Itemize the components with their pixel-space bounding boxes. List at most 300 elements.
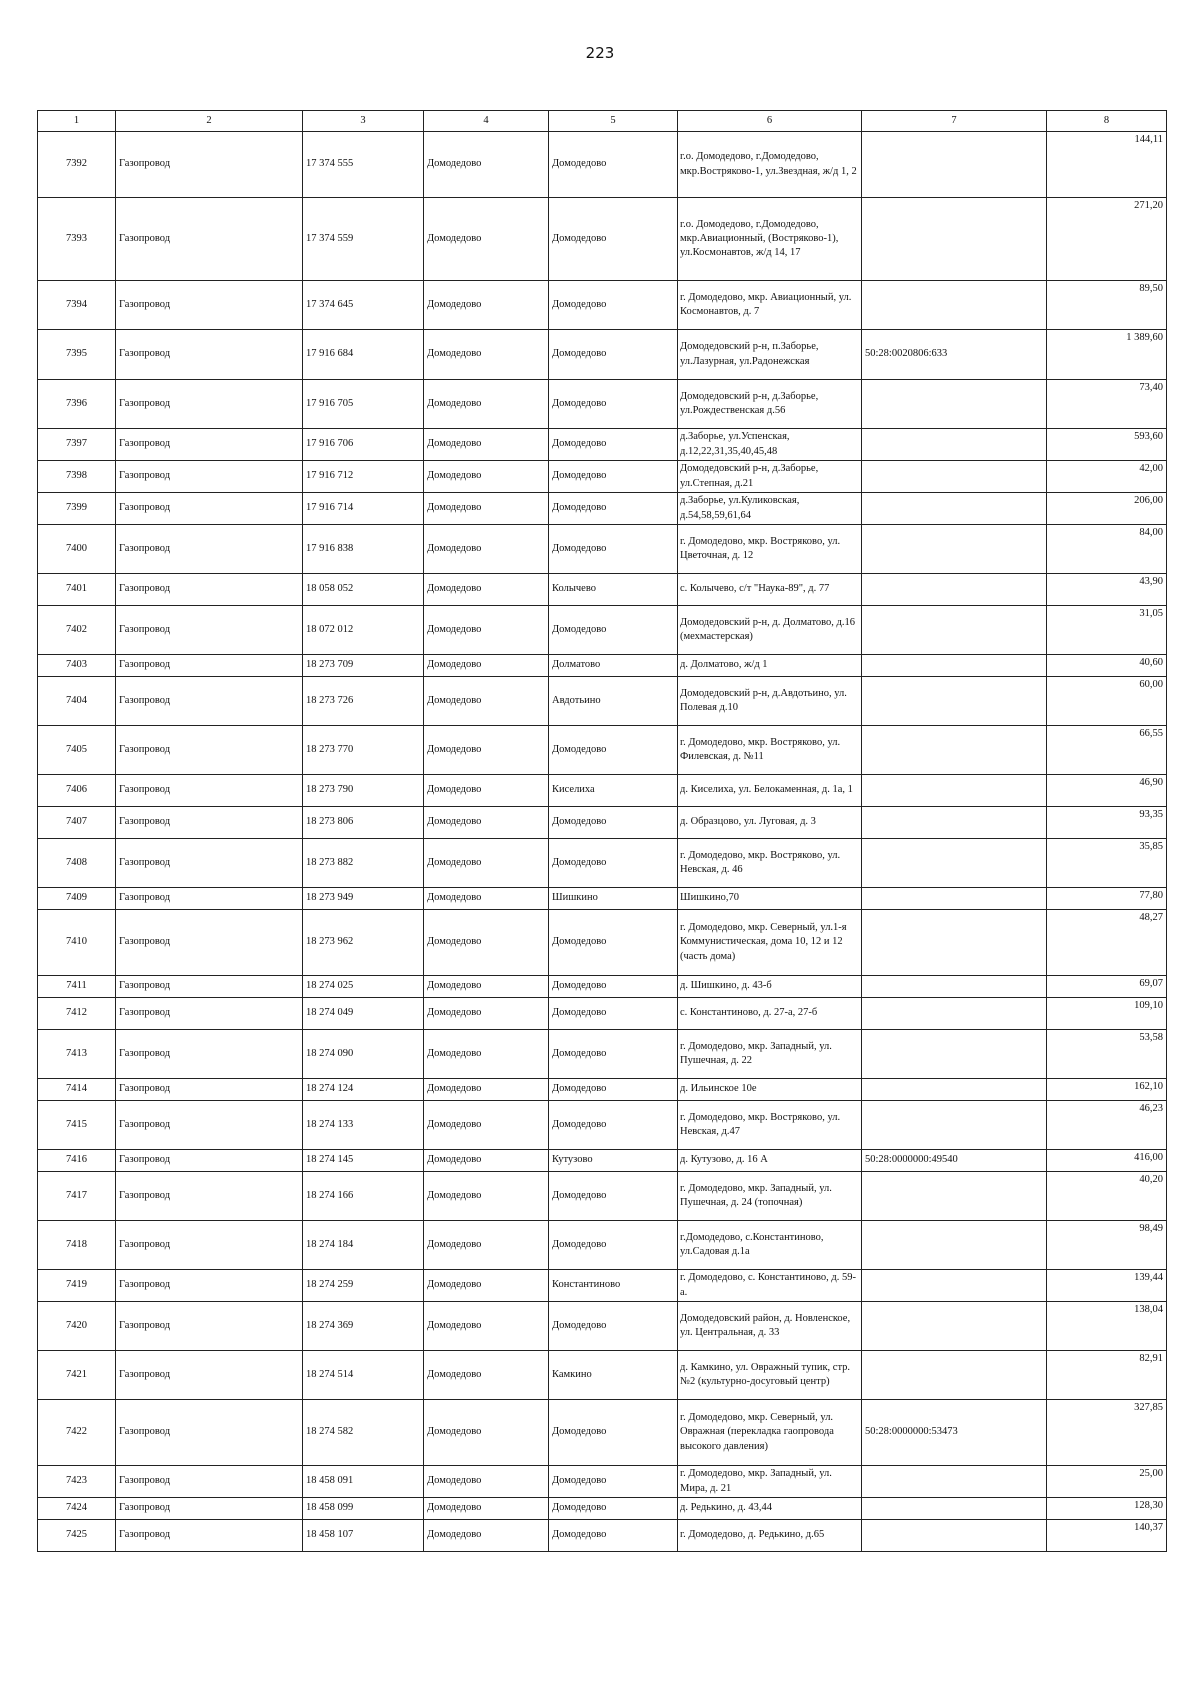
code-cell: 17 916 838 — [303, 525, 424, 574]
object-name-cell: Газопровод — [116, 1150, 303, 1172]
length-cell: 327,85 — [1047, 1400, 1167, 1466]
cadastre-cell — [862, 1270, 1047, 1302]
code-cell: 18 273 709 — [303, 655, 424, 677]
code-cell: 17 374 555 — [303, 132, 424, 198]
object-name-cell: Газопровод — [116, 888, 303, 910]
district-cell: Домодедово — [424, 132, 549, 198]
row-number-cell: 7395 — [38, 330, 116, 380]
registry-table — [37, 110, 1167, 1552]
code-cell: 18 274 090 — [303, 1030, 424, 1079]
table-row — [38, 1498, 1167, 1520]
code-cell: 18 072 012 — [303, 606, 424, 655]
table-row — [38, 677, 1167, 726]
code-cell: 18 274 025 — [303, 976, 424, 998]
code-cell: 18 274 133 — [303, 1101, 424, 1150]
object-name-cell: Газопровод — [116, 1302, 303, 1351]
length-cell: 35,85 — [1047, 839, 1167, 888]
object-name-cell: Газопровод — [116, 1400, 303, 1466]
row-number-cell: 7407 — [38, 807, 116, 839]
table-row — [38, 976, 1167, 998]
object-name-cell: Газопровод — [116, 1498, 303, 1520]
object-name-cell: Газопровод — [116, 198, 303, 281]
object-name-cell: Газопровод — [116, 281, 303, 330]
cadastre-cell — [862, 1030, 1047, 1079]
length-cell: 128,30 — [1047, 1498, 1167, 1520]
row-number-cell: 7415 — [38, 1101, 116, 1150]
cadastre-cell — [862, 655, 1047, 677]
cadastre-cell — [862, 1302, 1047, 1351]
row-number-cell: 7420 — [38, 1302, 116, 1351]
table-row — [38, 1520, 1167, 1552]
table-row — [38, 461, 1167, 493]
district-cell: Домодедово — [424, 1150, 549, 1172]
cadastre-cell — [862, 910, 1047, 976]
row-number-cell: 7396 — [38, 380, 116, 429]
column-header: 3 — [303, 111, 424, 132]
length-cell: 48,27 — [1047, 910, 1167, 976]
cadastre-cell — [862, 1520, 1047, 1552]
cadastre-cell: 50:28:0020806:633 — [862, 330, 1047, 380]
code-cell: 18 273 790 — [303, 775, 424, 807]
length-cell: 82,91 — [1047, 1351, 1167, 1400]
locality-cell: Домодедово — [549, 1101, 678, 1150]
table-row — [38, 380, 1167, 429]
cadastre-cell — [862, 198, 1047, 281]
length-cell: 139,44 — [1047, 1270, 1167, 1302]
locality-cell: Домодедово — [549, 1520, 678, 1552]
cadastre-cell — [862, 677, 1047, 726]
cadastre-cell — [862, 775, 1047, 807]
cadastre-cell — [862, 1221, 1047, 1270]
locality-cell: Камкино — [549, 1351, 678, 1400]
address-cell: г. Домодедово, мкр. Северный, ул.1-я Коммунистическая, дома 10, 12 и 12 (часть дома) — [678, 910, 862, 976]
cadastre-cell — [862, 606, 1047, 655]
object-name-cell: Газопровод — [116, 606, 303, 655]
cadastre-cell — [862, 574, 1047, 606]
column-header: 7 — [862, 111, 1047, 132]
address-cell: д. Образцово, ул. Луговая, д. 3 — [678, 807, 862, 839]
district-cell: Домодедово — [424, 330, 549, 380]
row-number-cell: 7408 — [38, 839, 116, 888]
row-number-cell: 7402 — [38, 606, 116, 655]
locality-cell: Константиново — [549, 1270, 678, 1302]
locality-cell: Домодедово — [549, 330, 678, 380]
district-cell: Домодедово — [424, 606, 549, 655]
length-cell: 271,20 — [1047, 198, 1167, 281]
row-number-cell: 7405 — [38, 726, 116, 775]
district-cell: Домодедово — [424, 574, 549, 606]
district-cell: Домодедово — [424, 910, 549, 976]
object-name-cell: Газопровод — [116, 726, 303, 775]
row-number-cell: 7401 — [38, 574, 116, 606]
object-name-cell: Газопровод — [116, 910, 303, 976]
row-number-cell: 7404 — [38, 677, 116, 726]
length-cell: 162,10 — [1047, 1079, 1167, 1101]
district-cell: Домодедово — [424, 888, 549, 910]
length-cell: 89,50 — [1047, 281, 1167, 330]
object-name-cell: Газопровод — [116, 493, 303, 525]
column-header: 6 — [678, 111, 862, 132]
district-cell: Домодедово — [424, 461, 549, 493]
address-cell: г.о. Домодедово, г.Домодедово, мкр.Востряково-1, ул.Звездная, ж/д 1, 2 — [678, 132, 862, 198]
cadastre-cell — [862, 1079, 1047, 1101]
row-number-cell: 7409 — [38, 888, 116, 910]
address-cell: д.Заборье, ул.Куликовская, д.54,58,59,61,64 — [678, 493, 862, 525]
object-name-cell: Газопровод — [116, 1101, 303, 1150]
row-number-cell: 7406 — [38, 775, 116, 807]
length-cell: 140,37 — [1047, 1520, 1167, 1552]
object-name-cell: Газопровод — [116, 1079, 303, 1101]
table-row — [38, 330, 1167, 380]
code-cell: 18 458 107 — [303, 1520, 424, 1552]
code-cell: 17 374 645 — [303, 281, 424, 330]
object-name-cell: Газопровод — [116, 677, 303, 726]
length-cell: 109,10 — [1047, 998, 1167, 1030]
district-cell: Домодедово — [424, 1400, 549, 1466]
locality-cell: Домодедово — [549, 1079, 678, 1101]
length-cell: 66,55 — [1047, 726, 1167, 775]
address-cell: г. Домодедово, с. Константиново, д. 59-а. — [678, 1270, 862, 1302]
district-cell: Домодедово — [424, 839, 549, 888]
column-header: 1 — [38, 111, 116, 132]
address-cell: г. Домодедово, мкр. Западный, ул. Мира, д. 21 — [678, 1466, 862, 1498]
code-cell: 18 274 124 — [303, 1079, 424, 1101]
address-cell: г. Домодедово, мкр. Востряково, ул. Филевская, д. №11 — [678, 726, 862, 775]
column-header: 4 — [424, 111, 549, 132]
district-cell: Домодедово — [424, 677, 549, 726]
locality-cell: Домодедово — [549, 910, 678, 976]
locality-cell: Домодедово — [549, 1172, 678, 1221]
length-cell: 43,90 — [1047, 574, 1167, 606]
header-row — [38, 111, 1167, 132]
code-cell: 18 058 052 — [303, 574, 424, 606]
object-name-cell: Газопровод — [116, 1466, 303, 1498]
address-cell: д. Камкино, ул. Овражный тупик, стр. №2 (культурно-досуговый центр) — [678, 1351, 862, 1400]
length-cell: 31,05 — [1047, 606, 1167, 655]
table-row — [38, 606, 1167, 655]
row-number-cell: 7412 — [38, 998, 116, 1030]
locality-cell: Домодедово — [549, 132, 678, 198]
district-cell: Домодедово — [424, 1351, 549, 1400]
district-cell: Домодедово — [424, 1172, 549, 1221]
locality-cell: Домодедово — [549, 429, 678, 461]
locality-cell: Домодедово — [549, 839, 678, 888]
table-row — [38, 888, 1167, 910]
district-cell: Домодедово — [424, 493, 549, 525]
object-name-cell: Газопровод — [116, 775, 303, 807]
row-number-cell: 7423 — [38, 1466, 116, 1498]
row-number-cell: 7400 — [38, 525, 116, 574]
code-cell: 18 273 962 — [303, 910, 424, 976]
address-cell: г.Домодедово, с.Константиново, ул.Садовая д.1а — [678, 1221, 862, 1270]
locality-cell: Долматово — [549, 655, 678, 677]
locality-cell: Домодедово — [549, 380, 678, 429]
code-cell: 17 916 684 — [303, 330, 424, 380]
locality-cell: Авдотьино — [549, 677, 678, 726]
table-row — [38, 525, 1167, 574]
locality-cell: Домодедово — [549, 1030, 678, 1079]
row-number-cell: 7397 — [38, 429, 116, 461]
locality-cell: Домодедово — [549, 606, 678, 655]
address-cell: д.Заборье, ул.Успенская, д.12,22,31,35,40,45,48 — [678, 429, 862, 461]
code-cell: 18 273 770 — [303, 726, 424, 775]
object-name-cell: Газопровод — [116, 807, 303, 839]
address-cell: г. Домодедово, д. Редькино, д.65 — [678, 1520, 862, 1552]
row-number-cell: 7410 — [38, 910, 116, 976]
object-name-cell: Газопровод — [116, 574, 303, 606]
district-cell: Домодедово — [424, 429, 549, 461]
row-number-cell: 7413 — [38, 1030, 116, 1079]
table-row — [38, 1221, 1167, 1270]
length-cell: 73,40 — [1047, 380, 1167, 429]
address-cell: д. Киселиха, ул. Белокаменная, д. 1а, 1 — [678, 775, 862, 807]
locality-cell: Шишкино — [549, 888, 678, 910]
address-cell: г.о. Домодедово, г.Домодедово, мкр.Авиационный, (Востряково-1), ул.Космонавтов, ж/д 14, 17 — [678, 198, 862, 281]
table-row — [38, 1030, 1167, 1079]
table-row — [38, 1302, 1167, 1351]
row-number-cell: 7393 — [38, 198, 116, 281]
code-cell: 17 374 559 — [303, 198, 424, 281]
cadastre-cell — [862, 1466, 1047, 1498]
row-number-cell: 7403 — [38, 655, 116, 677]
length-cell: 144,11 — [1047, 132, 1167, 198]
district-cell: Домодедово — [424, 1101, 549, 1150]
length-cell: 40,20 — [1047, 1172, 1167, 1221]
code-cell: 18 274 184 — [303, 1221, 424, 1270]
district-cell: Домодедово — [424, 976, 549, 998]
code-cell: 17 916 706 — [303, 429, 424, 461]
length-cell: 206,00 — [1047, 493, 1167, 525]
cadastre-cell — [862, 998, 1047, 1030]
address-cell: Домодедовский р-н, п.Заборье, ул.Лазурная, ул.Радонежская — [678, 330, 862, 380]
code-cell: 18 273 882 — [303, 839, 424, 888]
row-number-cell: 7392 — [38, 132, 116, 198]
address-cell: с. Колычево, с/т "Наука-89", д. 77 — [678, 574, 862, 606]
address-cell: г. Домодедово, мкр. Западный, ул. Пушечная, д. 22 — [678, 1030, 862, 1079]
row-number-cell: 7417 — [38, 1172, 116, 1221]
district-cell: Домодедово — [424, 1498, 549, 1520]
code-cell: 17 916 712 — [303, 461, 424, 493]
object-name-cell: Газопровод — [116, 1520, 303, 1552]
length-cell: 42,00 — [1047, 461, 1167, 493]
cadastre-cell — [862, 1351, 1047, 1400]
table-row — [38, 839, 1167, 888]
object-name-cell: Газопровод — [116, 461, 303, 493]
address-cell: Домодедовский р-н, д.Заборье, ул.Рождественская д.56 — [678, 380, 862, 429]
length-cell: 46,90 — [1047, 775, 1167, 807]
table-row — [38, 1400, 1167, 1466]
district-cell: Домодедово — [424, 1221, 549, 1270]
code-cell: 18 274 582 — [303, 1400, 424, 1466]
row-number-cell: 7421 — [38, 1351, 116, 1400]
cadastre-cell: 50:28:0000000:53473 — [862, 1400, 1047, 1466]
row-number-cell: 7416 — [38, 1150, 116, 1172]
address-cell: г. Домодедово, мкр. Северный, ул. Овражная (перекладка гаопровода высокого давления) — [678, 1400, 862, 1466]
cadastre-cell — [862, 380, 1047, 429]
locality-cell: Домодедово — [549, 998, 678, 1030]
cadastre-cell — [862, 839, 1047, 888]
address-cell: г. Домодедово, мкр. Востряково, ул. Невская, д. 46 — [678, 839, 862, 888]
district-cell: Домодедово — [424, 1079, 549, 1101]
district-cell: Домодедово — [424, 1302, 549, 1351]
row-number-cell: 7398 — [38, 461, 116, 493]
locality-cell: Домодедово — [549, 1400, 678, 1466]
locality-cell: Домодедово — [549, 807, 678, 839]
district-cell: Домодедово — [424, 1466, 549, 1498]
locality-cell: Домодедово — [549, 1302, 678, 1351]
cadastre-cell — [862, 888, 1047, 910]
table-row — [38, 1270, 1167, 1302]
length-cell: 40,60 — [1047, 655, 1167, 677]
address-cell: д. Ильинское 10е — [678, 1079, 862, 1101]
locality-cell: Домодедово — [549, 461, 678, 493]
object-name-cell: Газопровод — [116, 380, 303, 429]
cadastre-cell — [862, 429, 1047, 461]
length-cell: 98,49 — [1047, 1221, 1167, 1270]
cadastre-cell — [862, 493, 1047, 525]
cadastre-cell — [862, 281, 1047, 330]
table-row — [38, 726, 1167, 775]
cadastre-cell — [862, 1498, 1047, 1520]
cadastre-cell — [862, 976, 1047, 998]
object-name-cell: Газопровод — [116, 1351, 303, 1400]
table-row — [38, 198, 1167, 281]
code-cell: 18 273 726 — [303, 677, 424, 726]
district-cell: Домодедово — [424, 775, 549, 807]
table-row — [38, 655, 1167, 677]
length-cell: 416,00 — [1047, 1150, 1167, 1172]
cadastre-cell — [862, 726, 1047, 775]
table-row — [38, 132, 1167, 198]
address-cell: д. Долматово, ж/д 1 — [678, 655, 862, 677]
table-row — [38, 493, 1167, 525]
code-cell: 17 916 714 — [303, 493, 424, 525]
table-row — [38, 1351, 1167, 1400]
district-cell: Домодедово — [424, 281, 549, 330]
code-cell: 18 274 145 — [303, 1150, 424, 1172]
table-row — [38, 1466, 1167, 1498]
address-cell: с. Константиново, д. 27-а, 27-б — [678, 998, 862, 1030]
district-cell: Домодедово — [424, 525, 549, 574]
locality-cell: Колычево — [549, 574, 678, 606]
table-row — [38, 1150, 1167, 1172]
district-cell: Домодедово — [424, 998, 549, 1030]
address-cell: г. Домодедово, мкр. Авиационный, ул. Космонавтов, д. 7 — [678, 281, 862, 330]
address-cell: Шишкино,70 — [678, 888, 862, 910]
object-name-cell: Газопровод — [116, 429, 303, 461]
length-cell: 77,80 — [1047, 888, 1167, 910]
address-cell: д. Шишкино, д. 43-б — [678, 976, 862, 998]
address-cell: Домодедовский р-н, д.Заборье, ул.Степная, д.21 — [678, 461, 862, 493]
page-number: 223 — [585, 44, 615, 62]
district-cell: Домодедово — [424, 1270, 549, 1302]
object-name-cell: Газопровод — [116, 839, 303, 888]
code-cell: 18 274 166 — [303, 1172, 424, 1221]
object-name-cell: Газопровод — [116, 330, 303, 380]
locality-cell: Кутузово — [549, 1150, 678, 1172]
locality-cell: Домодедово — [549, 1221, 678, 1270]
address-cell: д. Кутузово, д. 16 А — [678, 1150, 862, 1172]
length-cell: 138,04 — [1047, 1302, 1167, 1351]
table-row — [38, 1101, 1167, 1150]
row-number-cell: 7394 — [38, 281, 116, 330]
column-header: 8 — [1047, 111, 1167, 132]
length-cell: 46,23 — [1047, 1101, 1167, 1150]
table-row — [38, 574, 1167, 606]
object-name-cell: Газопровод — [116, 1030, 303, 1079]
cadastre-cell — [862, 132, 1047, 198]
locality-cell: Домодедово — [549, 1498, 678, 1520]
table-row — [38, 1172, 1167, 1221]
object-name-cell: Газопровод — [116, 976, 303, 998]
locality-cell: Домодедово — [549, 976, 678, 998]
code-cell: 18 458 091 — [303, 1466, 424, 1498]
object-name-cell: Газопровод — [116, 1172, 303, 1221]
column-header: 5 — [549, 111, 678, 132]
locality-cell: Домодедово — [549, 726, 678, 775]
district-cell: Домодедово — [424, 807, 549, 839]
cadastre-cell: 50:28:0000000:49540 — [862, 1150, 1047, 1172]
cadastre-cell — [862, 1101, 1047, 1150]
code-cell: 18 273 949 — [303, 888, 424, 910]
object-name-cell: Газопровод — [116, 655, 303, 677]
table-row — [38, 998, 1167, 1030]
object-name-cell: Газопровод — [116, 1221, 303, 1270]
row-number-cell: 7414 — [38, 1079, 116, 1101]
cadastre-cell — [862, 1172, 1047, 1221]
object-name-cell: Газопровод — [116, 1270, 303, 1302]
code-cell: 17 916 705 — [303, 380, 424, 429]
table-row — [38, 910, 1167, 976]
row-number-cell: 7425 — [38, 1520, 116, 1552]
locality-cell: Киселиха — [549, 775, 678, 807]
address-cell: Домодедовский р-н, д.Авдотьино, ул. Полевая д.10 — [678, 677, 862, 726]
code-cell: 18 274 369 — [303, 1302, 424, 1351]
table-row — [38, 429, 1167, 461]
row-number-cell: 7399 — [38, 493, 116, 525]
address-cell: г. Домодедово, мкр. Западный, ул. Пушечная, д. 24 (топочная) — [678, 1172, 862, 1221]
district-cell: Домодедово — [424, 655, 549, 677]
district-cell: Домодедово — [424, 380, 549, 429]
address-cell: г. Домодедово, мкр. Востряково, ул. Невская, д.47 — [678, 1101, 862, 1150]
row-number-cell: 7411 — [38, 976, 116, 998]
row-number-cell: 7418 — [38, 1221, 116, 1270]
locality-cell: Домодедово — [549, 493, 678, 525]
cadastre-cell — [862, 525, 1047, 574]
address-cell: г. Домодедово, мкр. Востряково, ул. Цветочная, д. 12 — [678, 525, 862, 574]
code-cell: 18 274 514 — [303, 1351, 424, 1400]
district-cell: Домодедово — [424, 1520, 549, 1552]
locality-cell: Домодедово — [549, 1466, 678, 1498]
table-body — [38, 132, 1167, 1552]
length-cell: 593,60 — [1047, 429, 1167, 461]
district-cell: Домодедово — [424, 198, 549, 281]
code-cell: 18 273 806 — [303, 807, 424, 839]
code-cell: 18 274 259 — [303, 1270, 424, 1302]
length-cell: 53,58 — [1047, 1030, 1167, 1079]
code-cell: 18 274 049 — [303, 998, 424, 1030]
district-cell: Домодедово — [424, 726, 549, 775]
length-cell: 69,07 — [1047, 976, 1167, 998]
length-cell: 25,00 — [1047, 1466, 1167, 1498]
table-row — [38, 775, 1167, 807]
object-name-cell: Газопровод — [116, 525, 303, 574]
row-number-cell: 7422 — [38, 1400, 116, 1466]
length-cell: 93,35 — [1047, 807, 1167, 839]
length-cell: 1 389,60 — [1047, 330, 1167, 380]
table-row — [38, 281, 1167, 330]
column-header: 2 — [116, 111, 303, 132]
